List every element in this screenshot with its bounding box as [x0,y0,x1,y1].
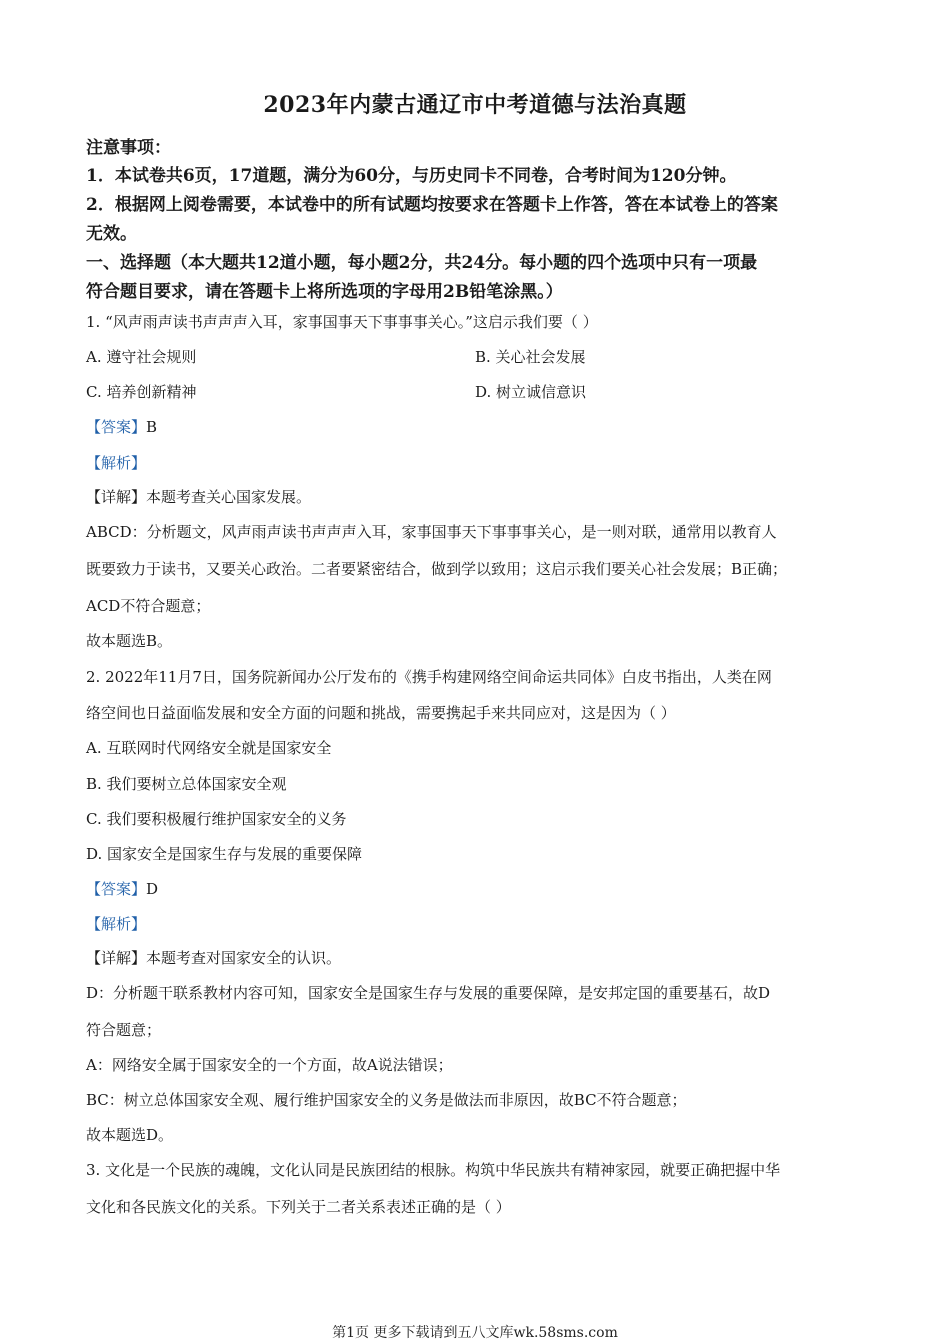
answer-value: D [146,880,159,898]
section-heading: 一、选择题（本大题共12道小题，每小题2分，共24分。每小题的四个选项中只有一项最 [86,253,758,273]
question-2-analysis-label: 【解析】 [86,915,147,933]
question-2-explanation-1: D：分析题干联系教材内容可知，国家安全是国家生存与发展的重要保障，是安邦定国的重要基石，故D [86,984,771,1002]
answer-label: 【答案】 [86,418,147,436]
notice-heading: 注意事项： [86,138,171,158]
question-2-answer [86,879,158,899]
question-2-detail: 【详解】本题考查对国家安全的认识。 [86,949,342,967]
question-1-conclusion: 故本题选B。 [86,632,173,650]
question-1-explanation-3: ACD不符合题意； [86,597,211,615]
question-1-explanation-1: ABCD：分析题文，风声雨声读书声声声入耳，家事国事天下事事事关心，是一则对联，通常用以教育人 [86,523,777,541]
question-2-option-a: A. 互联网时代网络安全就是国家安全 [86,739,332,757]
question-2-option-b: B. 我们要树立总体国家安全观 [86,775,287,793]
question-2-explanation-2: 符合题意； [86,1021,162,1039]
question-2-stem: 2. 2022年11月7日，国务院新闻办公厅发布的《携手构建网络空间命运共同体》白皮书指出，人类在网 [86,668,772,686]
question-1-answer [86,417,157,437]
question-1-detail: 【详解】本题考查关心国家发展。 [86,488,312,506]
question-3-stem-cont: 文化和各民族文化的关系。下列关于二者关系表述正确的是（ ） [86,1198,511,1216]
question-2-explanation-4: BC：树立总体国家安全观、履行维护国家安全的义务是做法而非原因，故BC不符合题意； [86,1091,687,1109]
question-3-stem: 3. 文化是一个民族的魂魄，文化认同是民族团结的根脉。构筑中华民族共有精神家园，就要正确把握中华 [86,1161,781,1179]
answer-value: B [146,418,158,436]
question-1-option-a: A. 遵守社会规则 [86,348,197,366]
page-title: 2023年内蒙古通辽市中考道德与法治真题 [263,92,687,118]
question-2-option-d: D. 国家安全是国家生存与发展的重要保障 [86,845,363,863]
notice-item-2-cont: 无效。 [86,224,137,244]
question-1-option-b: B. 关心社会发展 [475,348,586,366]
section-heading-cont: 符合题目要求，请在答题卡上将所选项的字母用2B铅笔涂黑。） [86,282,563,302]
question-1-stem: 1. “风声雨声读书声声声入耳，家事国事天下事事事关心。”这启示我们要（ ） [86,313,598,331]
question-2-conclusion: 故本题选D。 [86,1126,174,1144]
question-1-option-c: C. 培养创新精神 [86,383,197,401]
page-footer: 第1页 更多下载请到五八文库wk.58sms.com [332,1325,618,1341]
question-1-option-d: D. 树立诚信意识 [475,383,587,401]
question-1-analysis-label: 【解析】 [86,454,147,472]
question-2-option-c: C. 我们要积极履行维护国家安全的义务 [86,810,347,828]
notice-item-1: 1．本试卷共6页，17道题，满分为60分，与历史同卡不同卷，合考时间为120分钟。 [86,166,737,186]
question-2-explanation-3: A：网络安全属于国家安全的一个方面，故A说法错误； [86,1056,453,1074]
question-1-explanation-2: 既要致力于读书，又要关心政治。二者要紧密结合，做到学以致用；这启示我们要关心社会发展；B正确； [86,560,788,578]
question-2-stem-cont: 络空间也日益面临发展和安全方面的问题和挑战，需要携起手来共同应对，这是因为（ ） [86,704,676,722]
notice-item-2: 2．根据网上阅卷需要，本试卷中的所有试题均按要求在答题卡上作答，答在本试卷上的答案 [86,195,778,215]
answer-label: 【答案】 [86,880,147,898]
